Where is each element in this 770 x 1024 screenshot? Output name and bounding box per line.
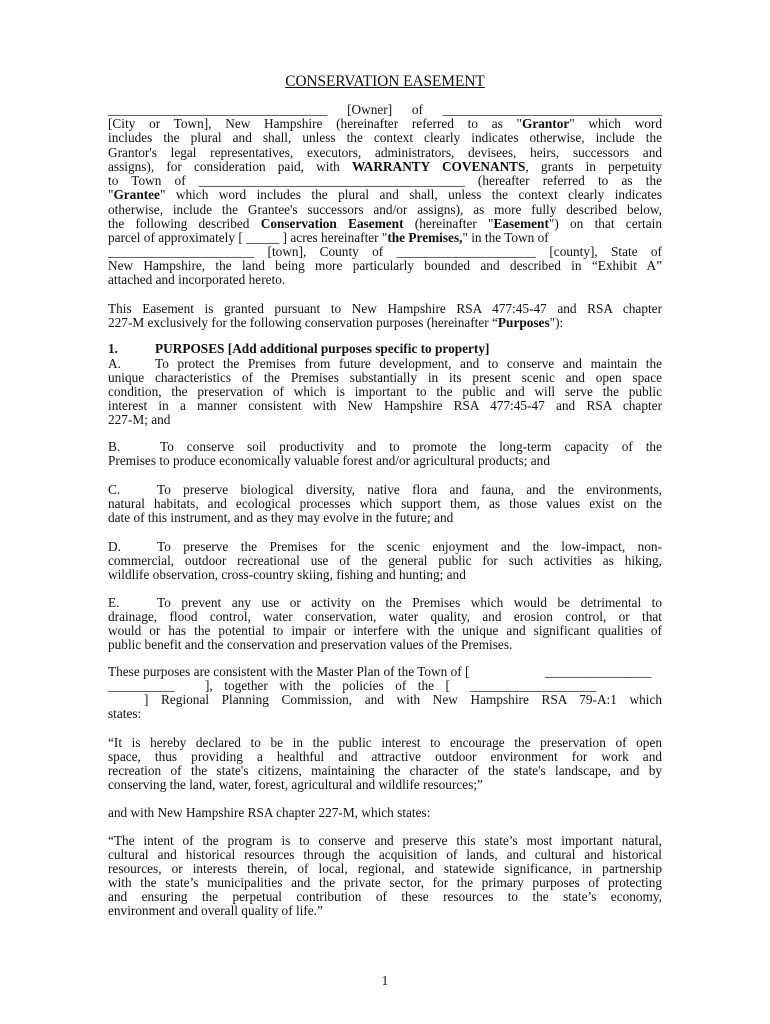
text-segment: unique characteristics of the Premises substantially in its present scenic and open space xyxy=(108,370,662,385)
text-segment: wildlife observation, cross-country skiing, fishing and hunting; and xyxy=(108,567,466,582)
text-segment: This Easement is granted pursuant to New Hampshire RSA 477:45-47 and RSA chapter xyxy=(108,301,662,316)
text-segment: ], together with the policies of the [ xyxy=(205,678,450,693)
text-line xyxy=(108,903,323,919)
text-line xyxy=(108,341,118,357)
text-segment: resources, or interests therein, of local, regional, and statewide significance, in partnership xyxy=(108,861,662,876)
text-segment: ______________________ [town], County of _____________________ [county], State of xyxy=(108,244,662,259)
text-segment: interest in a manner consistent with New Hampshire RSA 477:45-47 and RSA chapter xyxy=(108,398,662,413)
text-segment: date of this instrument, and as they may evolve in the future; and xyxy=(108,510,454,525)
text-line xyxy=(108,510,453,526)
text-segment: environment and overall quality of life.” xyxy=(108,903,323,918)
text-segment: with the state’s municipalities and the private sector, for the primary purposes of protecting xyxy=(108,875,662,890)
text-segment: 227-M exclusively for the following conservation purposes (hereinafter “ xyxy=(108,315,498,330)
text-segment: states: xyxy=(108,706,142,721)
text-segment: D. xyxy=(108,539,121,554)
text-segment: and ensuring the perpetual contribution of these resources to the state’s economy, xyxy=(108,889,662,904)
text-segment: To conserve soil productivity and to promote the long-term capacity of the xyxy=(160,439,662,454)
text-segment: To prevent any use or activity on the Premises which would be detrimental to xyxy=(157,595,662,610)
text-segment: ] Regional Planning Commission, and with New Hampshire RSA 79-A:1 which xyxy=(144,692,662,707)
text-line xyxy=(108,187,662,203)
text-segment: To preserve the Premises for the scenic enjoyment and the low-impact, non- xyxy=(157,539,662,554)
text-segment: drainage, flood control, water conservation, water quality, and erosion control, or that xyxy=(108,609,662,624)
bold-text: Grantee xyxy=(113,187,160,202)
text-line xyxy=(108,706,141,722)
bold-text: PURPOSES [Add additional purposes specific to property] xyxy=(155,341,490,356)
page-number: 1 xyxy=(381,973,389,988)
text-segment: B. xyxy=(108,439,121,454)
text-segment: __________ xyxy=(108,678,175,693)
text-segment: to Town of ________________________________________ (hereafter referred to as the xyxy=(108,173,662,188)
text-line xyxy=(108,315,563,331)
text-segment: To preserve biological diversity, native flora and fauna, and the environments, xyxy=(157,482,662,497)
text-line xyxy=(108,130,662,146)
bold-text: Easement xyxy=(493,216,549,231)
text-line xyxy=(144,692,662,708)
text-segment: would or has the potential to impair or interfere with the unique and significant qualities of xyxy=(108,623,662,638)
text-line xyxy=(108,637,512,653)
text-segment: ________________ xyxy=(545,664,652,679)
text-segment: ") on that certain xyxy=(548,216,662,231)
bold-text: WARRANTY COVENANTS xyxy=(351,159,526,174)
text-segment: " in the Town of xyxy=(462,230,549,245)
bold-text: Grantor xyxy=(521,116,570,131)
text-segment: ___________________ xyxy=(470,678,597,693)
text-segment: , grants in perpetuity xyxy=(525,159,662,174)
text-segment: " which word includes the plural and shall, unless the context clearly indicates xyxy=(159,187,662,202)
text-segment: includes the plural and shall, unless the context clearly indicates otherwise, include the xyxy=(108,130,662,145)
text-segment: [City or Town], New Hampshire (hereinafter referred to as " xyxy=(108,116,522,131)
text-line xyxy=(108,412,170,428)
text-segment: "): xyxy=(549,315,564,330)
text-line xyxy=(108,805,430,821)
text-segment: commercial, outdoor recreational use of the general public for such activities as hiking, xyxy=(108,553,662,568)
text-segment: These purposes are consistent with the Master Plan of the Town of [ xyxy=(108,664,470,679)
text-segment: condition, the preservation of which is important to the public and will serve the public xyxy=(108,384,662,399)
text-segment: Premises to produce economically valuable forest and/or agricultural products; and xyxy=(108,453,550,468)
text-segment: “The intent of the program is to conserve and preserve this state’s most important natural, xyxy=(108,833,662,848)
text-segment: otherwise, include the Grantee's successors and/or assigns), as more fully described below, xyxy=(108,202,662,217)
bold-text: the Premises, xyxy=(387,230,463,245)
text-line xyxy=(108,453,550,469)
text-segment: New Hampshire, the land being more particularly bounded and described in “Exhibit A” xyxy=(108,258,662,273)
text-segment: assigns), for consideration paid, with xyxy=(108,159,352,174)
text-segment: recreation of the state's citizens, maintaining the character of the state's landscape, and by xyxy=(108,763,662,778)
text-segment: attached and incorporated hereto. xyxy=(108,272,286,287)
text-segment: the following described xyxy=(108,216,261,231)
text-segment: _________________________________ [Owner] of _________________________________ xyxy=(108,102,662,117)
text-line xyxy=(108,398,662,414)
text-segment: space, thus providing a healthful and attractive outdoor environment for work and xyxy=(108,749,662,764)
text-segment: and with New Hampshire RSA chapter 227-M, which states: xyxy=(108,805,431,820)
document-title: CONSERVATION EASEMENT xyxy=(285,73,485,90)
text-segment: 227-M; and xyxy=(108,412,171,427)
bold-text: Purposes xyxy=(497,315,550,330)
text-segment: " which word xyxy=(569,116,662,131)
text-segment: “It is hereby declared to be in the public interest to encourage the preservation of open xyxy=(108,735,662,750)
text-segment: conserving the land, water, forest, agricultural and wildlife resources;” xyxy=(108,777,483,792)
text-line xyxy=(108,272,285,288)
text-segment: Grantor's legal representatives, executors, administrators, devisees, heirs, successors and xyxy=(108,145,662,160)
text-line xyxy=(108,567,466,583)
text-line xyxy=(155,341,489,357)
text-segment: natural habitats, and ecological processes which support them, as those values exist on the xyxy=(108,496,662,511)
text-segment: public benefit and the conservation and preservation values of the Premises. xyxy=(108,637,513,652)
text-segment: C. xyxy=(108,482,121,497)
text-segment: parcel of approximately [ _____ ] acres hereinafter " xyxy=(108,230,388,245)
text-segment: " xyxy=(108,187,114,202)
text-segment: To protect the Premises from future development, and to conserve and maintain the xyxy=(155,356,662,371)
text-segment: A. xyxy=(108,356,121,371)
text-segment: cultural and historical resources through the acquisition of lands, and cultural and historical xyxy=(108,847,662,862)
bold-text: Conservation Easement xyxy=(260,216,404,231)
text-segment: E. xyxy=(108,595,120,610)
text-line xyxy=(108,777,483,793)
bold-text: 1. xyxy=(108,341,118,356)
text-segment: (hereinafter " xyxy=(403,216,494,231)
